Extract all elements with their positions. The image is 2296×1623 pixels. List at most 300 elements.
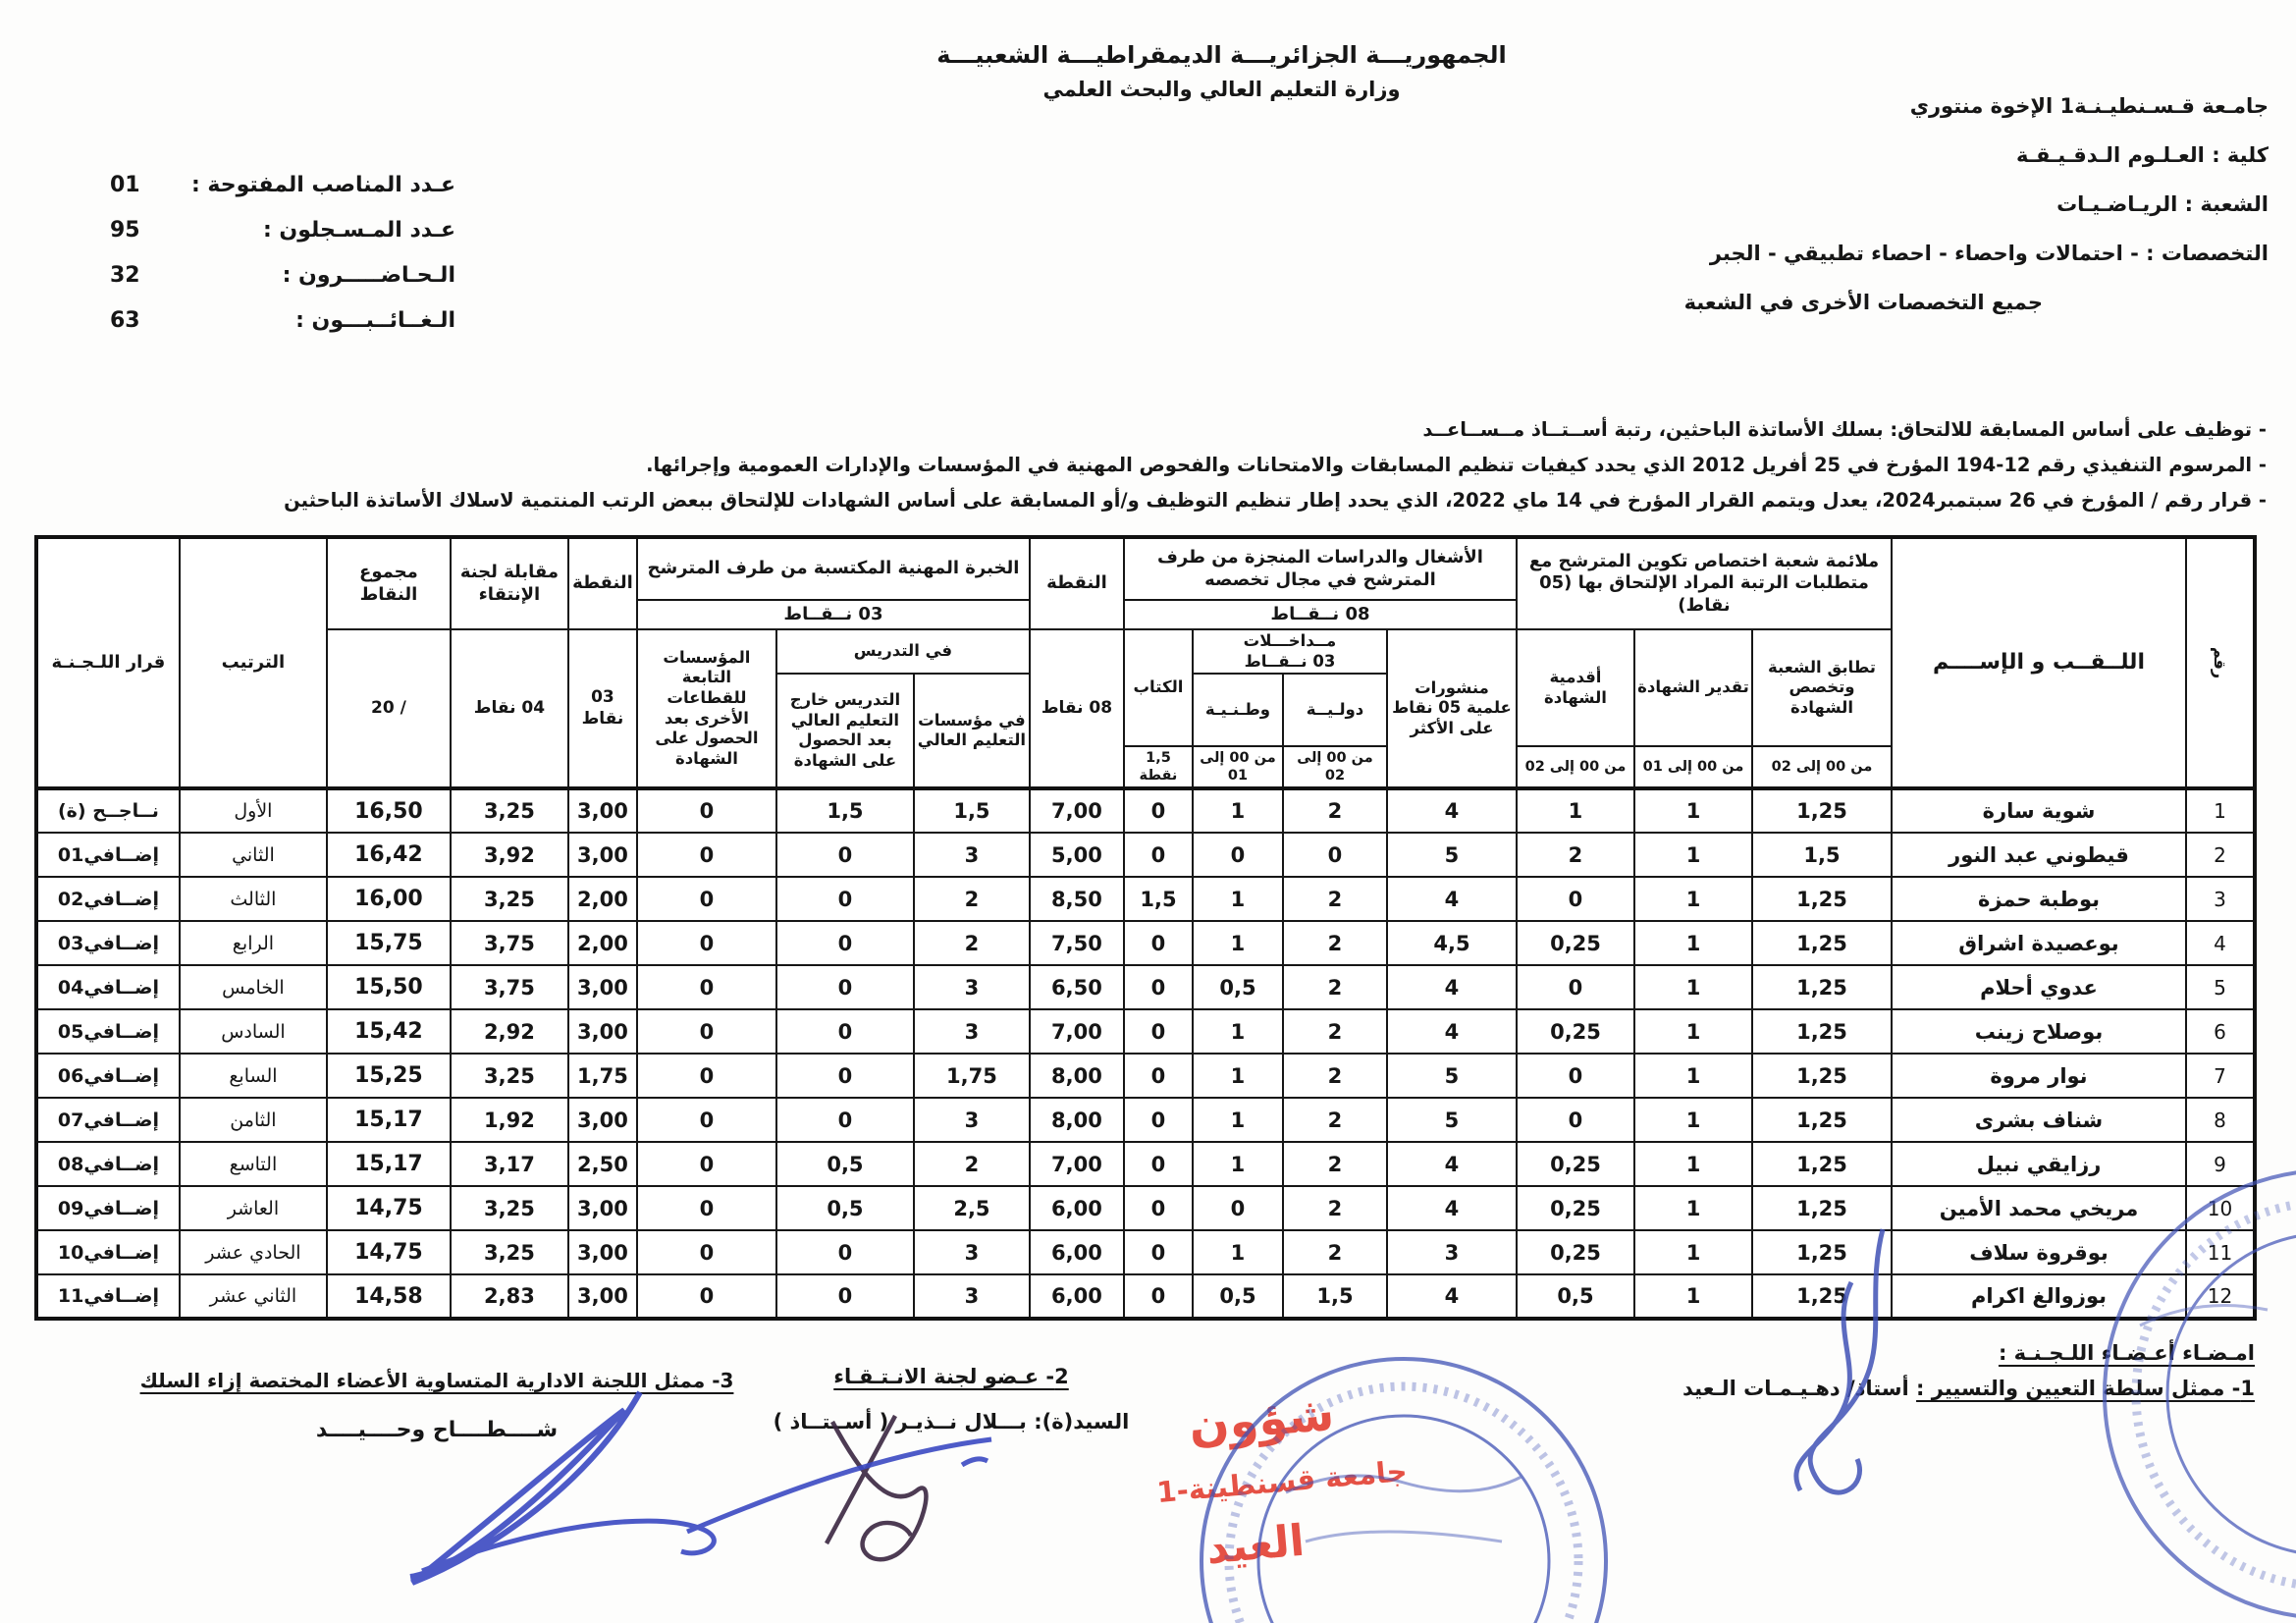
cell-teach_out: 0,5	[776, 1142, 914, 1186]
cell-match: 1,25	[1752, 965, 1892, 1009]
cell-other_inst: 0	[637, 921, 776, 965]
cell-num: 12	[2186, 1274, 2255, 1319]
cell-note3: 3,00	[568, 1274, 637, 1319]
col-decision: قرار اللـجـنـة	[36, 537, 180, 788]
cell-num: 4	[2186, 921, 2255, 965]
col-match: تطابق الشعبة وتخصص الشهادة	[1752, 629, 1892, 746]
cell-intl: 2	[1283, 1098, 1387, 1142]
member3-label: 3- ممثل اللجنة الادارية المتساوية الأعضاء المختصة إزاء السلك	[139, 1369, 734, 1392]
cell-rank: السابع	[180, 1054, 327, 1098]
cell-note8: 8,50	[1030, 877, 1124, 921]
ministry-title: وزارة التعليم العالي والبحث العلمي	[1042, 78, 1401, 101]
cell-interview: 1,92	[451, 1098, 568, 1142]
cell-book: 0	[1124, 1186, 1193, 1230]
cell-pubs: 5	[1387, 1098, 1517, 1142]
group-experience: الخبرة المهنية المكتسبة من طرف المترشح	[637, 537, 1030, 600]
cell-intl: 2	[1283, 1186, 1387, 1230]
cell-name: قيطوني عبد النور	[1892, 833, 2186, 877]
cell-note3: 3,00	[568, 1009, 637, 1054]
note-line: - قرار رقم / المؤرخ في 26 سبتمبر2024، يعدل ويتمم القرار المؤرخ في 14 ماي 2022، الذي يحدد إطار تنظيم التوظيف و/أو المسابقة على أساس الشهادات للإلتحاق ببعض الرتب المنتمية لاسلاك الأساتذة الباحثين	[284, 489, 2267, 512]
cell-pubs: 4	[1387, 1009, 1517, 1054]
stat-absent	[110, 308, 455, 333]
cell-num: 11	[2186, 1230, 2255, 1274]
cell-pubs: 4	[1387, 788, 1517, 833]
cell-total: 16,00	[327, 877, 451, 921]
faculty-name: كلية : العـلـوم الـدقـيـقـة	[2016, 143, 2269, 167]
cell-note3: 3,00	[568, 965, 637, 1009]
col-other-institutions: المؤسسات التابعة للقطاعات الأخرى بعد الحصول على الشهادة	[637, 629, 776, 788]
cell-num: 2	[2186, 833, 2255, 877]
cell-interview: 3,25	[451, 877, 568, 921]
cell-match: 1,25	[1752, 921, 1892, 965]
cell-grade: 1	[1634, 965, 1752, 1009]
cell-note8: 6,00	[1030, 1274, 1124, 1319]
cell-teach_out: 0	[776, 1274, 914, 1319]
cell-decision: إضــافي10	[36, 1230, 180, 1274]
cell-match: 1,5	[1752, 833, 1892, 877]
cell-decision: إضــافي08	[36, 1142, 180, 1186]
cell-decision: إضــافي07	[36, 1098, 180, 1142]
cell-teach_univ: 2,5	[914, 1186, 1030, 1230]
cell-match: 1,25	[1752, 1054, 1892, 1098]
col-name: اللــقــب و الإســــم	[1892, 537, 2186, 788]
cell-interview: 3,25	[451, 1054, 568, 1098]
cell-teach_univ: 2	[914, 921, 1030, 965]
member2-label: 2- عـضو لجنة الانـتـقـاء	[833, 1365, 1069, 1388]
cell-num: 5	[2186, 965, 2255, 1009]
talks-label: مــداخـــلات	[1243, 631, 1337, 650]
table-row	[36, 877, 2255, 921]
col-talks-national: وطـنـيـة	[1193, 674, 1283, 746]
table-row	[36, 833, 2255, 877]
cell-natl: 0	[1193, 833, 1283, 877]
cell-teach_univ: 3	[914, 1230, 1030, 1274]
cell-book: 0	[1124, 921, 1193, 965]
cell-num: 10	[2186, 1186, 2255, 1230]
cell-grade: 1	[1634, 1098, 1752, 1142]
cell-other_inst: 0	[637, 1186, 776, 1230]
cell-note3: 3,00	[568, 1186, 637, 1230]
cell-decision: إضــافي06	[36, 1054, 180, 1098]
cell-num: 3	[2186, 877, 2255, 921]
col-teach-university: في مؤسسات التعليم العالي	[914, 674, 1030, 788]
table-row	[36, 1230, 2255, 1274]
cell-seniority: 0	[1517, 1098, 1634, 1142]
cell-decision: إضــافي09	[36, 1186, 180, 1230]
cell-seniority: 0,5	[1517, 1274, 1634, 1319]
regulatory-notes	[29, 412, 2267, 518]
cell-name: مريخي محمد الأمين	[1892, 1186, 2186, 1230]
cell-other_inst: 0	[637, 833, 776, 877]
cell-other_inst: 0	[637, 1230, 776, 1274]
col-book: الكتاب	[1124, 629, 1193, 746]
cell-intl: 0	[1283, 833, 1387, 877]
cell-total: 16,50	[327, 788, 451, 833]
cell-teach_out: 0	[776, 965, 914, 1009]
table-row	[36, 965, 2255, 1009]
cell-intl: 2	[1283, 1230, 1387, 1274]
cell-grade: 1	[1634, 921, 1752, 965]
cell-teach_out: 0	[776, 1098, 914, 1142]
natl-range: من 00 إلى 01	[1193, 746, 1283, 788]
cell-intl: 2	[1283, 877, 1387, 921]
cell-book: 0	[1124, 1054, 1193, 1098]
red-stamp-text: شؤون	[1186, 1385, 1337, 1454]
col-talks-international: دولـيــة	[1283, 674, 1387, 746]
cell-intl: 2	[1283, 1054, 1387, 1098]
cell-seniority: 0	[1517, 965, 1634, 1009]
group-talks	[1193, 629, 1387, 674]
cell-seniority: 0	[1517, 1054, 1634, 1098]
experience-points: 03 نــقــاط	[637, 600, 1030, 629]
cell-book: 0	[1124, 1098, 1193, 1142]
cell-interview: 3,75	[451, 921, 568, 965]
cell-natl: 1	[1193, 1009, 1283, 1054]
note8-points: 08 نقاط	[1030, 629, 1124, 788]
results-table	[34, 535, 2257, 1321]
cell-name: بوزوالغ اكرام	[1892, 1274, 2186, 1319]
specialties-line: التخصصات : - احتمالات واحصاء - احصاء تطبيقي - الجبر	[1709, 242, 2269, 265]
government-header	[147, 41, 2296, 101]
cell-note3: 3,00	[568, 788, 637, 833]
cell-decision: نــاجــح (ة)	[36, 788, 180, 833]
col-interview: مقابلة لجنة الإنتقاء	[451, 537, 568, 629]
match-range: من 00 إلى 02	[1752, 746, 1892, 788]
cell-natl: 1	[1193, 1098, 1283, 1142]
cell-book: 0	[1124, 1142, 1193, 1186]
col-grade: تقدير الشهادة	[1634, 629, 1752, 746]
table-row	[36, 1274, 2255, 1319]
cell-note3: 3,00	[568, 1230, 637, 1274]
cell-interview: 3,92	[451, 833, 568, 877]
cell-rank: الثامن	[180, 1098, 327, 1142]
cell-rank: الأول	[180, 788, 327, 833]
cell-intl: 2	[1283, 788, 1387, 833]
committee-member-1	[1682, 1377, 2255, 1400]
cell-name: بوعصيدة اشراق	[1892, 921, 2186, 965]
group-suitability: ملائمة شعبة اختصاص تكوين المترشح مع متطلبات الرتبة المراد الإلتحاق بها (05 نقاط)	[1517, 537, 1892, 629]
book-points: 1,5 نقطة	[1124, 746, 1193, 788]
cell-name: بوقروة سلاف	[1892, 1230, 2186, 1274]
stats-block	[110, 173, 455, 353]
cell-other_inst: 0	[637, 788, 776, 833]
cell-seniority: 0,25	[1517, 1142, 1634, 1186]
stat-registered	[110, 218, 455, 243]
cell-decision: إضــافي02	[36, 877, 180, 921]
cell-natl: 1	[1193, 921, 1283, 965]
cell-teach_univ: 1,5	[914, 788, 1030, 833]
cell-decision: إضــافي01	[36, 833, 180, 877]
cell-book: 0	[1124, 788, 1193, 833]
results-table-body	[36, 788, 2255, 1319]
specialties-line-2: جميع التخصصات الأخرى في الشعبة	[1683, 291, 2043, 314]
cell-teach_out: 0	[776, 1009, 914, 1054]
member3-name: شــــطــــاح وحــــيــــد	[315, 1418, 559, 1442]
seniority-range: من 00 إلى 02	[1517, 746, 1634, 788]
cell-rank: العاشر	[180, 1186, 327, 1230]
table-row	[36, 1009, 2255, 1054]
cell-natl: 0,5	[1193, 965, 1283, 1009]
cell-decision: إضــافي11	[36, 1274, 180, 1319]
cell-grade: 1	[1634, 788, 1752, 833]
cell-teach_univ: 2	[914, 877, 1030, 921]
group-works: الأشغال والدراسات المنجزة من طرف المترشح في مجال تخصصه	[1124, 537, 1517, 600]
cell-teach_out: 0,5	[776, 1186, 914, 1230]
cell-teach_univ: 3	[914, 833, 1030, 877]
cell-seniority: 0,25	[1517, 1186, 1634, 1230]
col-seniority: أقدمية الشهادة	[1517, 629, 1634, 746]
stat-value: 95	[110, 218, 140, 243]
table-row	[36, 921, 2255, 965]
cell-name: بوصلاح زينب	[1892, 1009, 2186, 1054]
col-rank: الترتيب	[180, 537, 327, 788]
cell-natl: 0,5	[1193, 1274, 1283, 1319]
cell-other_inst: 0	[637, 1054, 776, 1098]
cell-note8: 8,00	[1030, 1098, 1124, 1142]
cell-total: 15,25	[327, 1054, 451, 1098]
cell-total: 15,50	[327, 965, 451, 1009]
cell-grade: 1	[1634, 1054, 1752, 1098]
cell-interview: 3,25	[451, 788, 568, 833]
cell-match: 1,25	[1752, 1098, 1892, 1142]
cell-decision: إضــافي03	[36, 921, 180, 965]
cell-pubs: 4,5	[1387, 921, 1517, 965]
cell-name: رزايقي نبيل	[1892, 1142, 2186, 1186]
cell-intl: 1,5	[1283, 1274, 1387, 1319]
cell-name: عدوي أحلام	[1892, 965, 2186, 1009]
cell-note3: 1,75	[568, 1054, 637, 1098]
university-name: جامـعة قـسـنطيـنـة1 الإخوة منتوري	[1909, 94, 2269, 118]
cell-other_inst: 0	[637, 1274, 776, 1319]
cell-rank: الحادي عشر	[180, 1230, 327, 1274]
cell-grade: 1	[1634, 833, 1752, 877]
cell-pubs: 4	[1387, 1274, 1517, 1319]
cell-match: 1,25	[1752, 1009, 1892, 1054]
col-note3-label: النقطة	[568, 537, 637, 629]
cell-interview: 3,25	[451, 1186, 568, 1230]
table-row	[36, 788, 2255, 833]
cell-interview: 3,17	[451, 1142, 568, 1186]
cell-teach_out: 0	[776, 833, 914, 877]
cell-num: 6	[2186, 1009, 2255, 1054]
member1-label: 1- ممثل سلطة التعيين والتسيير :	[1916, 1377, 2255, 1400]
cell-pubs: 3	[1387, 1230, 1517, 1274]
institution-block	[1424, 94, 2269, 340]
committee-member-3	[113, 1369, 761, 1442]
cell-note8: 7,00	[1030, 1009, 1124, 1054]
cell-pubs: 4	[1387, 877, 1517, 921]
cell-teach_out: 0	[776, 1054, 914, 1098]
cell-note8: 8,00	[1030, 1054, 1124, 1098]
talks-points: 03 نــقــاط	[1244, 651, 1336, 671]
cell-pubs: 5	[1387, 1054, 1517, 1098]
cell-natl: 1	[1193, 1142, 1283, 1186]
cell-note8: 7,00	[1030, 1142, 1124, 1186]
cell-rank: الثالث	[180, 877, 327, 921]
cell-book: 1,5	[1124, 877, 1193, 921]
cell-decision: إضــافي04	[36, 965, 180, 1009]
member2-name: السيد(ة): بـــلال نــذيـر ( أســتــاذ )	[773, 1410, 1130, 1434]
group-teaching: في التدريس	[776, 629, 1030, 674]
cell-teach_univ: 3	[914, 1009, 1030, 1054]
cell-other_inst: 0	[637, 1098, 776, 1142]
cell-teach_out: 0	[776, 1230, 914, 1274]
cell-rank: التاسع	[180, 1142, 327, 1186]
cell-teach_univ: 1,75	[914, 1054, 1030, 1098]
cell-rank: الرابع	[180, 921, 327, 965]
cell-teach_out: 0	[776, 877, 914, 921]
cell-book: 0	[1124, 833, 1193, 877]
cell-natl: 1	[1193, 1230, 1283, 1274]
col-total: مجموع النقاط	[327, 537, 451, 629]
cell-num: 8	[2186, 1098, 2255, 1142]
note3-points: 03 نقاط	[568, 629, 637, 788]
total-points: 20 /	[327, 629, 451, 788]
cell-intl: 2	[1283, 1142, 1387, 1186]
cell-seniority: 1	[1517, 788, 1634, 833]
branch-name: الشعبة : الريـاضـيـات	[2056, 192, 2269, 216]
cell-note3: 2,00	[568, 921, 637, 965]
cell-other_inst: 0	[637, 877, 776, 921]
cell-grade: 1	[1634, 1230, 1752, 1274]
cell-book: 0	[1124, 1274, 1193, 1319]
cell-note3: 3,00	[568, 1098, 637, 1142]
signature	[827, 1416, 926, 1559]
cell-rank: السادس	[180, 1009, 327, 1054]
cell-note8: 6,50	[1030, 965, 1124, 1009]
cell-pubs: 4	[1387, 1142, 1517, 1186]
grade-range: من 00 إلى 01	[1634, 746, 1752, 788]
cell-teach_out: 1,5	[776, 788, 914, 833]
stat-present	[110, 263, 455, 288]
cell-note8: 7,00	[1030, 788, 1124, 833]
cell-note8: 6,00	[1030, 1230, 1124, 1274]
stat-open-positions	[110, 173, 455, 197]
cell-name: بوطبة حمزة	[1892, 877, 2186, 921]
committee-member-2	[745, 1365, 1157, 1434]
cell-seniority: 0,25	[1517, 1009, 1634, 1054]
note-line: - توظيف على أساس المسابقة للالتحاق: بسلك الأساتذة الباحثين، رتبة أســتــاذ مــســاعــد	[1422, 418, 2267, 441]
table-row	[36, 1186, 2255, 1230]
cell-seniority: 0,25	[1517, 1230, 1634, 1274]
cell-total: 15,17	[327, 1098, 451, 1142]
cell-total: 14,75	[327, 1186, 451, 1230]
cell-interview: 3,75	[451, 965, 568, 1009]
stat-value: 32	[110, 263, 140, 288]
cell-total: 16,42	[327, 833, 451, 877]
cell-total: 14,75	[327, 1230, 451, 1274]
cell-pubs: 5	[1387, 833, 1517, 877]
cell-interview: 3,25	[451, 1230, 568, 1274]
cell-teach_univ: 3	[914, 965, 1030, 1009]
cell-natl: 1	[1193, 1054, 1283, 1098]
cell-book: 0	[1124, 965, 1193, 1009]
cell-total: 14,58	[327, 1274, 451, 1319]
cell-rank: الخامس	[180, 965, 327, 1009]
cell-name: شناف بشرى	[1892, 1098, 2186, 1142]
interview-points: 04 نقاط	[451, 629, 568, 788]
cell-match: 1,25	[1752, 1186, 1892, 1230]
cell-note3: 3,00	[568, 833, 637, 877]
col-number: رقم	[2186, 537, 2255, 788]
cell-match: 1,25	[1752, 1230, 1892, 1274]
stat-label: الـغــائــبـــون :	[295, 308, 455, 333]
cell-total: 15,75	[327, 921, 451, 965]
republic-title: الجمهوريـــة الجزائريـــة الديمقراطيـــة الشعبيـــة	[936, 41, 1507, 69]
cell-seniority: 2	[1517, 833, 1634, 877]
note-line: - المرسوم التنفيذي رقم 12-194 المؤرخ في 25 أفريل 2012 الذي يحدد كيفيات تنظيم المسابقات والامتحانات والفحوص المهنية في المؤسسات والإدارات العمومية وإجرائها.	[646, 454, 2267, 476]
stat-label: عـدد المناصب المفتوحة :	[190, 173, 455, 197]
cell-name: نوار مروة	[1892, 1054, 2186, 1098]
cell-note3: 2,50	[568, 1142, 637, 1186]
cell-other_inst: 0	[637, 1009, 776, 1054]
cell-teach_univ: 2	[914, 1142, 1030, 1186]
cell-seniority: 0	[1517, 877, 1634, 921]
cell-pubs: 4	[1387, 965, 1517, 1009]
cell-note8: 6,00	[1030, 1186, 1124, 1230]
cell-total: 15,17	[327, 1142, 451, 1186]
intl-range: من 00 إلى 02	[1283, 746, 1387, 788]
cell-grade: 1	[1634, 1142, 1752, 1186]
cell-book: 0	[1124, 1009, 1193, 1054]
col-publications: منشورات علمية 05 نقاط على الأكثر	[1387, 629, 1517, 788]
table-row	[36, 1098, 2255, 1142]
cell-name: شوية سارة	[1892, 788, 2186, 833]
cell-seniority: 0,25	[1517, 921, 1634, 965]
cell-natl: 0	[1193, 1186, 1283, 1230]
cell-interview: 2,92	[451, 1009, 568, 1054]
cell-intl: 2	[1283, 1009, 1387, 1054]
cell-other_inst: 0	[637, 965, 776, 1009]
red-stamp-text: العيد	[1204, 1515, 1308, 1575]
cell-match: 1,25	[1752, 788, 1892, 833]
stat-label: عـدد المـسـجلون :	[262, 218, 455, 243]
cell-rank: الثاني	[180, 833, 327, 877]
table-row	[36, 1142, 2255, 1186]
cell-intl: 2	[1283, 921, 1387, 965]
cell-natl: 1	[1193, 877, 1283, 921]
table-header	[36, 537, 2255, 788]
cell-total: 15,42	[327, 1009, 451, 1054]
cell-teach_univ: 3	[914, 1274, 1030, 1319]
cell-teach_out: 0	[776, 921, 914, 965]
cell-grade: 1	[1634, 877, 1752, 921]
cell-natl: 1	[1193, 788, 1283, 833]
cell-match: 1,25	[1752, 1274, 1892, 1319]
cell-grade: 1	[1634, 1009, 1752, 1054]
cell-book: 0	[1124, 1230, 1193, 1274]
cell-note3: 2,00	[568, 877, 637, 921]
cell-num: 9	[2186, 1142, 2255, 1186]
cell-interview: 2,83	[451, 1274, 568, 1319]
cell-rank: الثاني عشر	[180, 1274, 327, 1319]
cell-pubs: 4	[1387, 1186, 1517, 1230]
signatures-title: امـضـاء أعـضـاء اللـجـنـة :	[1998, 1341, 2255, 1365]
stat-value: 63	[110, 308, 140, 333]
cell-grade: 1	[1634, 1274, 1752, 1319]
cell-num: 1	[2186, 788, 2255, 833]
cell-other_inst: 0	[637, 1142, 776, 1186]
cell-match: 1,25	[1752, 1142, 1892, 1186]
table-row	[36, 1054, 2255, 1098]
col-note8-label: النقطة	[1030, 537, 1124, 629]
cell-decision: إضــافي05	[36, 1009, 180, 1054]
cell-intl: 2	[1283, 965, 1387, 1009]
cell-num: 7	[2186, 1054, 2255, 1098]
cell-match: 1,25	[1752, 877, 1892, 921]
stat-label: الـحـاضـــــرون :	[282, 263, 455, 288]
col-teach-outside: التدريس خارج التعليم العالي بعد الحصول على الشهادة	[776, 674, 914, 788]
